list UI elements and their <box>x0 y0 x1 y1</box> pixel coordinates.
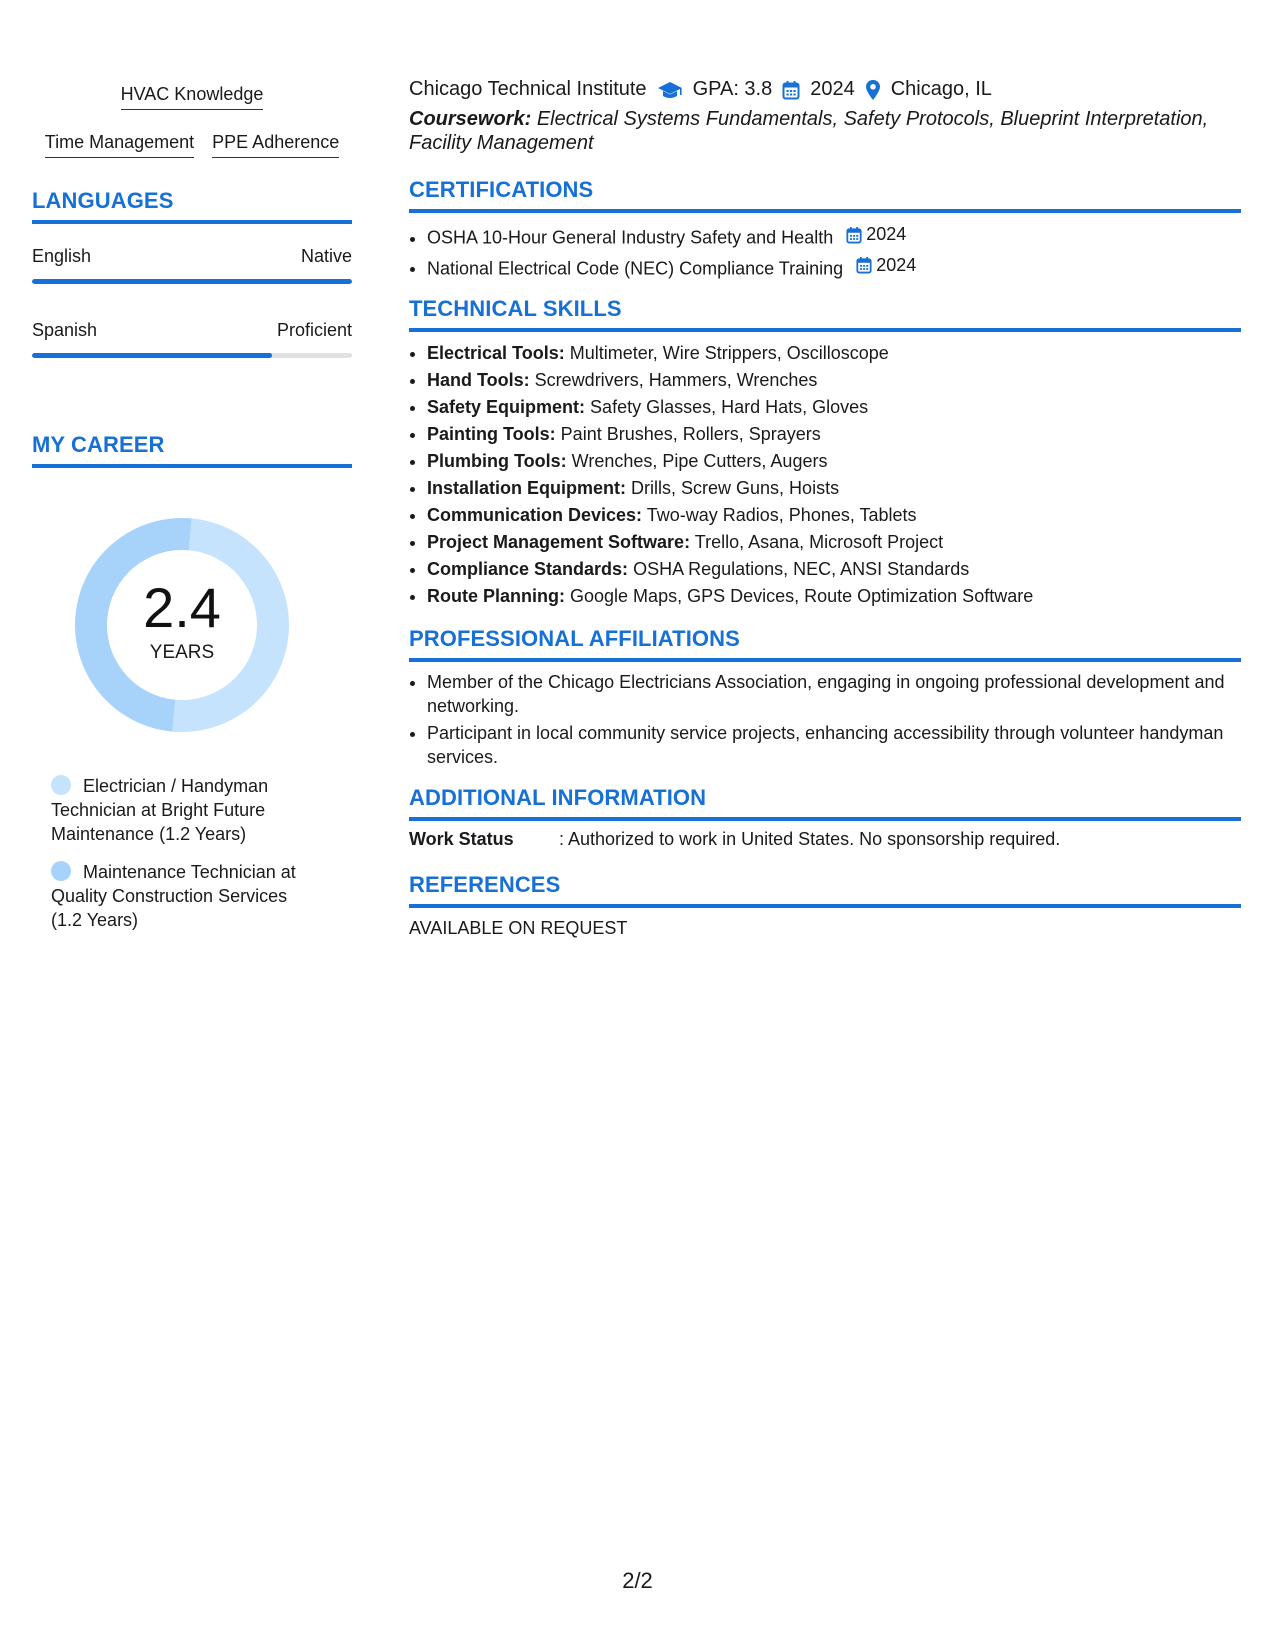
language-bar <box>32 279 352 284</box>
career-donut <box>67 510 297 740</box>
certification-year: 2024 <box>866 224 907 244</box>
career-total: 2.4 <box>143 576 221 639</box>
certifications-list <box>409 221 1241 282</box>
technical-skill-item <box>427 367 1241 394</box>
skill-label: Project Management Software: <box>427 532 691 552</box>
skill-tag: HVAC Knowledge <box>121 84 264 110</box>
technical-skills-heading: TECHNICAL SKILLS <box>409 296 1241 332</box>
career-heading: MY CAREER <box>32 432 352 468</box>
additional-info-row <box>409 829 1241 850</box>
language-level: Native <box>300 246 352 266</box>
page-number: 2/2 <box>622 1568 653 1593</box>
language-item <box>32 246 352 284</box>
calendar-icon <box>782 80 800 100</box>
certification-year: 2024 <box>876 254 917 275</box>
career-legend-label: Electrician / Handyman Technician at Bright Future Maintenance (1.2 Years) <box>51 776 269 844</box>
skill-tag: PPE Adherence <box>212 132 339 158</box>
skill-label: Installation Equipment: <box>427 478 627 498</box>
references-text: AVAILABLE ON REQUEST <box>409 918 628 938</box>
skill-value: Screwdrivers, Hammers, Wrenches <box>534 370 818 390</box>
right-column <box>409 78 1241 939</box>
affiliations-list <box>409 670 1241 769</box>
career-legend-item <box>51 774 321 846</box>
skill-value: Wrenches, Pipe Cutters, Augers <box>571 451 828 471</box>
language-item <box>32 320 352 358</box>
technical-skill-item <box>427 583 1241 610</box>
skills-row <box>32 132 352 158</box>
education-institution: Chicago Technical Institute <box>409 78 647 100</box>
certification-item <box>427 221 1241 252</box>
legend-dot-icon <box>51 861 71 881</box>
technical-skill-item <box>427 340 1241 367</box>
location-pin-icon <box>865 79 881 101</box>
skills-row <box>32 84 352 110</box>
career-unit: YEARS <box>149 642 215 663</box>
languages-list <box>32 246 352 358</box>
technical-skill-item <box>427 394 1241 421</box>
affiliation-item: • Member of the Chicago Electricians Association, engaging in ongoing professional development and networking. <box>427 670 1241 718</box>
skill-value: Paint Brushes, Rollers, Sprayers <box>560 424 821 444</box>
education-gpa: GPA: 3.8 <box>692 78 773 100</box>
skill-value: Trello, Asana, Microsoft Project <box>694 532 944 552</box>
coursework-label: Coursework: <box>409 108 532 130</box>
technical-skill-item <box>427 475 1241 502</box>
language-bar <box>32 353 352 358</box>
education-location: Chicago, IL <box>890 78 992 100</box>
skill-label: Compliance Standards: <box>427 559 629 579</box>
skill-value: Google Maps, GPS Devices, Route Optimization Software <box>570 586 1034 606</box>
language-name: Spanish <box>32 320 98 340</box>
certification-name: National Electrical Code (NEC) Compliance Training <box>427 258 844 278</box>
education-year: 2024 <box>810 78 855 100</box>
education-line <box>409 78 1241 101</box>
skill-label: Communication Devices: <box>427 505 643 525</box>
language-name: English <box>32 246 92 266</box>
affiliation-item: • Participant in local community service projects, enhancing accessibility through volunteer handyman services. <box>427 721 1241 769</box>
career-legend <box>32 774 352 932</box>
left-column <box>32 84 352 946</box>
certification-name: OSHA 10-Hour General Industry Safety and Health <box>427 227 834 248</box>
work-status-value: : Authorized to work in United States. No sponsorship required. <box>559 829 1061 849</box>
skill-label: Hand Tools: <box>427 370 530 390</box>
skill-value: Multimeter, Wire Strippers, Oscilloscope <box>569 343 889 363</box>
graduation-cap-icon <box>657 80 683 100</box>
skill-label: Painting Tools: <box>427 424 556 444</box>
language-bar-fill <box>32 353 272 358</box>
language-level: Proficient <box>276 320 352 340</box>
career-legend-item <box>51 860 321 932</box>
technical-skills-list <box>409 340 1241 610</box>
certification-item <box>427 252 1241 283</box>
skill-value: OSHA Regulations, NEC, ANSI Standards <box>633 559 970 579</box>
technical-skill-item <box>427 421 1241 448</box>
languages-heading: LANGUAGES <box>32 188 352 224</box>
legend-dot-icon <box>51 775 71 795</box>
skill-value: Drills, Screw Guns, Hoists <box>631 478 840 498</box>
skill-label: Electrical Tools: <box>427 343 565 363</box>
skill-tag: Time Management <box>45 132 194 158</box>
skill-value: Safety Glasses, Hard Hats, Gloves <box>590 397 869 417</box>
technical-skill-item <box>427 529 1241 556</box>
technical-skill-item <box>427 448 1241 475</box>
calendar-icon <box>856 256 872 274</box>
career-legend-label: Maintenance Technician at Quality Construction Services (1.2 Years) <box>51 862 296 930</box>
calendar-icon <box>846 226 862 244</box>
affiliations-heading: PROFESSIONAL AFFILIATIONS <box>409 626 1241 662</box>
work-status-label: Work Status <box>409 829 514 849</box>
skill-label: Plumbing Tools: <box>427 451 567 471</box>
education-coursework <box>409 107 1241 155</box>
technical-skill-item <box>427 502 1241 529</box>
technical-skill-item <box>427 556 1241 583</box>
skill-label: Safety Equipment: <box>427 397 586 417</box>
coursework-text: Electrical Systems Fundamentals, Safety Protocols, Blueprint Interpretation, Facility Management <box>409 108 1209 154</box>
skill-label: Route Planning: <box>427 586 565 606</box>
skills-tags <box>32 84 352 158</box>
skill-value: Two-way Radios, Phones, Tablets <box>646 505 917 525</box>
language-bar-fill <box>32 279 352 284</box>
references-heading: REFERENCES <box>409 872 1241 908</box>
additional-info-heading: ADDITIONAL INFORMATION <box>409 785 1241 821</box>
certifications-heading: CERTIFICATIONS <box>409 177 1241 213</box>
